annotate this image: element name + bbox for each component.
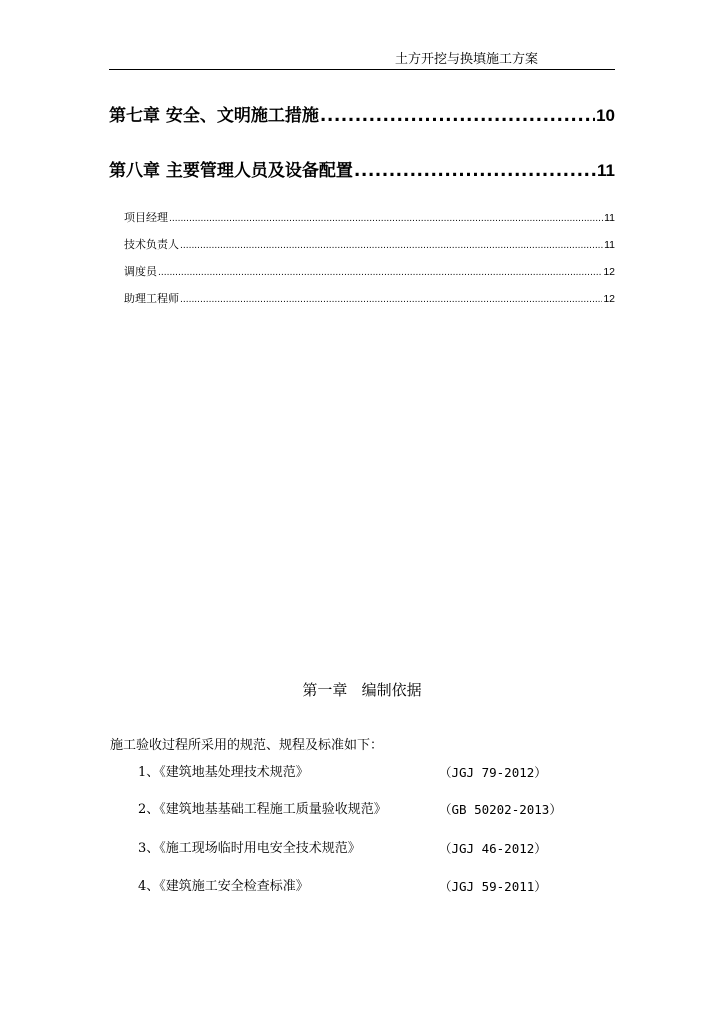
toc-entry-chapter-7[interactable] <box>109 105 615 127</box>
standard-code: （JGJ 79-2012） <box>439 765 547 780</box>
page-header-title: 土方开挖与换填施工方案 <box>394 52 538 67</box>
intro-paragraph: 施工验收过程所采用的规范、规程及标准如下： <box>110 738 384 753</box>
standard-name: 2、《建筑地基基础工程施工质量验收规范》 <box>138 802 387 817</box>
standard-item <box>138 764 618 782</box>
toc-entry-page: 11 <box>597 161 615 180</box>
standard-item <box>138 801 618 819</box>
toc-dot-leader <box>320 105 595 127</box>
standard-code: （JGJ 46-2012） <box>439 841 547 856</box>
toc-entry-label: 项目经理 <box>124 211 168 224</box>
toc-entry-page: 12 <box>603 293 615 305</box>
standard-name: 1、《建筑地基处理技术规范》 <box>138 765 309 780</box>
toc-entry-assistant-engineer[interactable] <box>124 292 615 307</box>
standard-name: 3、《施工现场临时用电安全技术规范》 <box>138 841 361 856</box>
header-rule <box>109 69 615 70</box>
toc-entry-page: 11 <box>604 212 615 224</box>
toc-dot-leader <box>169 212 603 226</box>
toc-entry-page: 11 <box>604 239 615 251</box>
toc-entry-page: 12 <box>603 266 615 278</box>
toc-entry-label: 第八章 主要管理人员及设备配置 <box>109 161 353 181</box>
chapter-heading: 第一章 编制依据 <box>302 681 422 699</box>
toc-entry-dispatcher[interactable] <box>124 265 615 280</box>
toc-entry-chapter-8[interactable] <box>109 160 615 182</box>
toc-entry-label: 调度员 <box>124 265 157 278</box>
toc-entry-label: 助理工程师 <box>124 292 179 305</box>
toc-entry-technical-lead[interactable] <box>124 238 615 253</box>
standard-code: （GB 50202-2013） <box>439 802 562 817</box>
toc-dot-leader <box>158 266 602 280</box>
toc-dot-leader <box>180 293 602 307</box>
standard-name: 4、《建筑施工安全检查标准》 <box>138 879 309 894</box>
toc-entry-label: 技术负责人 <box>124 238 179 251</box>
standard-item <box>138 840 618 858</box>
toc-entry-label: 第七章 安全、文明施工措施 <box>109 106 319 126</box>
toc-entry-project-manager[interactable] <box>124 211 615 226</box>
standard-code: （JGJ 59-2011） <box>439 879 547 894</box>
toc-dot-leader <box>354 160 596 182</box>
toc-dot-leader <box>180 239 603 253</box>
standard-item <box>138 878 618 896</box>
toc-entry-page: 10 <box>596 106 615 125</box>
